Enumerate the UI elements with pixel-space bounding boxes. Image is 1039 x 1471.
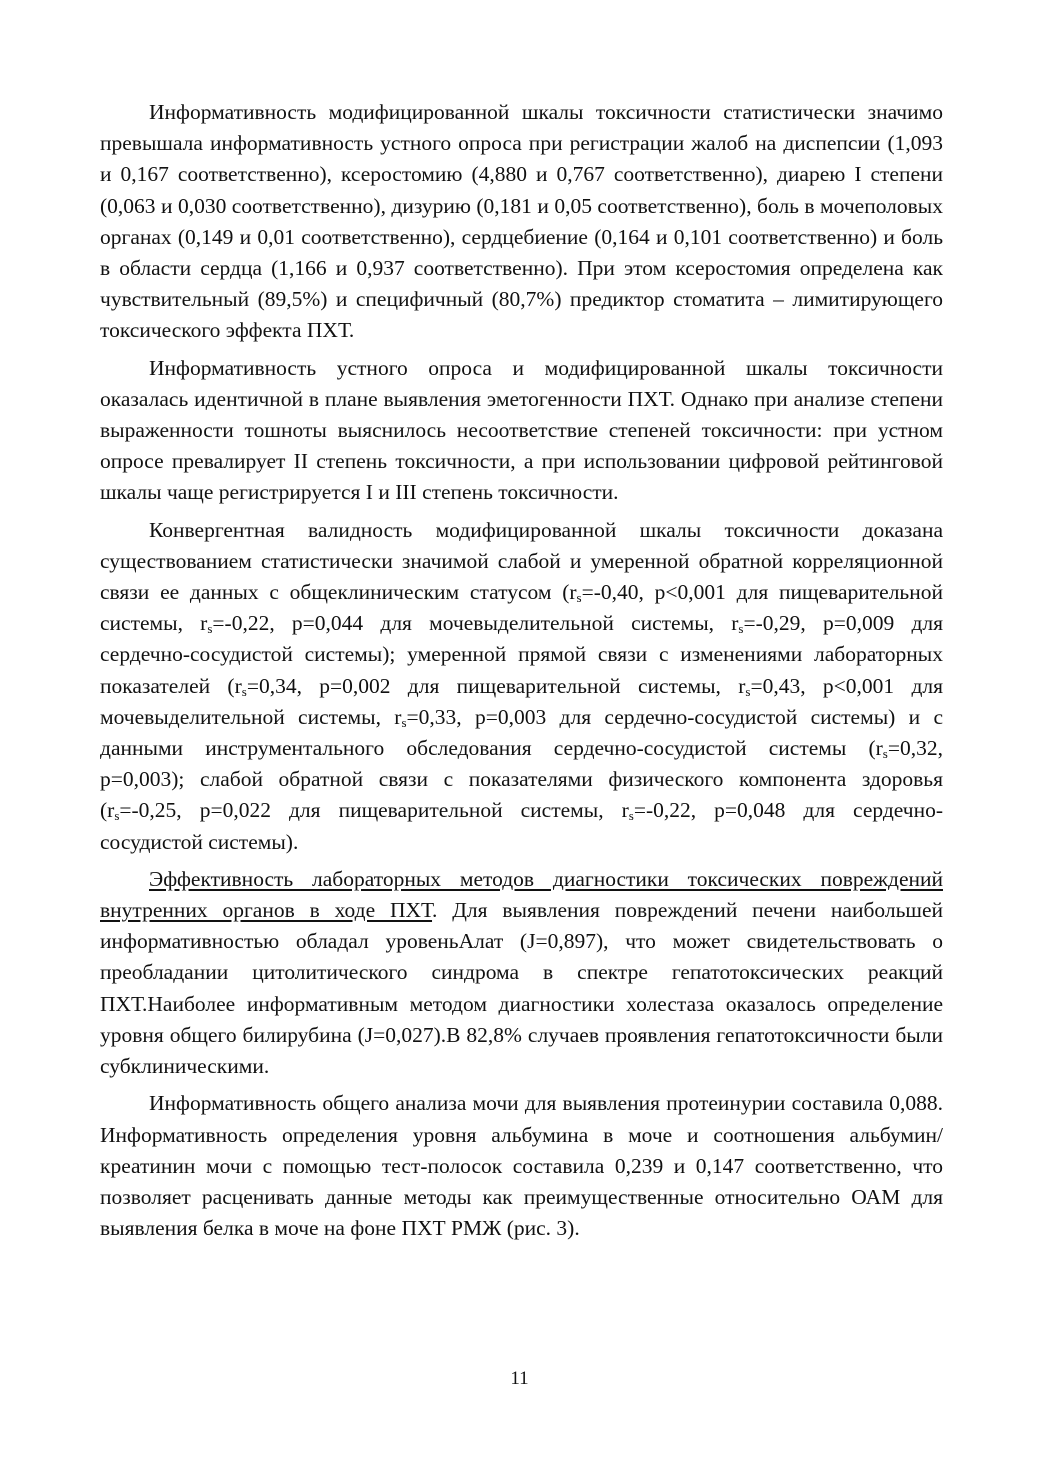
text-segment: =-0,22, p=0,044 для мочевыделительной системы, r	[212, 611, 739, 636]
paragraph-convergent-validity	[100, 515, 943, 858]
paragraph-toxicity-scale-informativeness: Информативность модифицированной шкалы токсичности статистически значимо превышала информативность устного опроса при регистрации жалоб на диспепсии (1,093 и 0,167 соответственно), ксеростомию (4,880 и 0,767 соответственно), диарею I степени (0,063 и 0,030 соответственно), дизурию (0,181 и 0,05 соответственно), боль в мочеполовых органах (0,149 и 0,01 соответственно), сердцебиение (0,164 и 0,101 соответственно) и боль в области сердца (1,166 и 0,937 соответственно). При этом ксеростомия определена как чувствительный (89,5%) и специфичный (80,7%) предиктор стоматита – лимитирующего токсического эффекта ПХТ.	[100, 100, 943, 343]
subscript-s: s	[207, 621, 213, 637]
subscript-s: s	[738, 621, 744, 637]
subscript-s: s	[241, 683, 247, 699]
subscript-s: s	[745, 683, 751, 699]
paragraph-emetogenicity: Информативность устного опроса и модифицированной шкалы токсичности оказалась идентичной в плане выявления эметогенности ПХТ. Однако при анализе степени выраженности тошноты выяснилось несоответствие степеней токсичности: при устном опросе превалирует II степень токсичности, а при использовании цифровой рейтинговой шкалы чаще регистрируется I и III степень токсичности.	[100, 355, 943, 505]
paragraph-lab-methods	[100, 864, 943, 1082]
text-segment: =0,33, p=0,003 для сердечно-сосудистой системы) и с данными инструментального обследования сердечно-сосудистой системы (r	[100, 704, 943, 761]
subscript-s: s	[114, 808, 120, 824]
text-segment: Конвергентная валидность модифицированной шкалы токсичности доказана существованием статистически значимой слабой и умеренной обратной корреляционной связи ее данных с общеклиническим статусом (r	[100, 517, 943, 605]
text-segment: =-0,29, p=0,009 для сердечно-сосудистой системы); умеренной прямой связи с изменениями лабораторных показателей (r	[100, 611, 943, 698]
subscript-s: s	[401, 714, 407, 730]
paragraph-urinalysis: Информативность общего анализа мочи для выявления протеинурии составила 0,088. Информативность определения уровня альбумина в моче и соотношения альбумин/креатинин мочи с помощью тест-полосок составила 0,239 и 0,147 соответственно, что позволяет расценивать данные методы как преимущественные относительно ОАМ для выявления белка в моче на фоне ПХТ РМЖ (рис. 3).	[100, 1091, 943, 1241]
subscript-s: s	[882, 746, 888, 762]
document-body	[100, 97, 943, 1250]
page-number: 11	[510, 1368, 529, 1389]
subscript-s: s	[576, 590, 582, 606]
subscript-s: s	[628, 808, 634, 824]
text-segment: =-0,25, p=0,022 для пищеварительной системы, r	[119, 798, 629, 823]
section-heading-underlined: Эффективность лабораторных методов диагностики токсических повреждений внутренних органов в ходе ПХТ	[100, 866, 943, 923]
text-segment: =0,43, p<0,001 для мочевыделительной системы, r	[100, 673, 944, 729]
text-segment: =-0,22, p=0,048 для сердечно-сосудистой системы).	[100, 798, 943, 854]
text-segment: =-0,40, p<0,001 для пищеварительной системы, r	[100, 580, 943, 636]
text-segment: =0,34, p=0,002 для пищеварительной системы, r	[246, 673, 746, 698]
text-segment: . Для выявления повреждений печени наибольшей информативностью обладал уровеньАлат (J=0,897), что может свидетельствовать о преобладании цитолитического синдрома в спектре гепатотоксических реакций ПХТ.Наиболее информативным методом диагностики холестаза оказалось определение уровня общего билирубина (J=0,027).В 82,8% случаев проявления гепатотоксичности были субклиническими.	[100, 898, 944, 1079]
text-segment: =0,32, p=0,003); слабой обратной связи с показателями физического компонента здоровья (r	[100, 736, 943, 823]
